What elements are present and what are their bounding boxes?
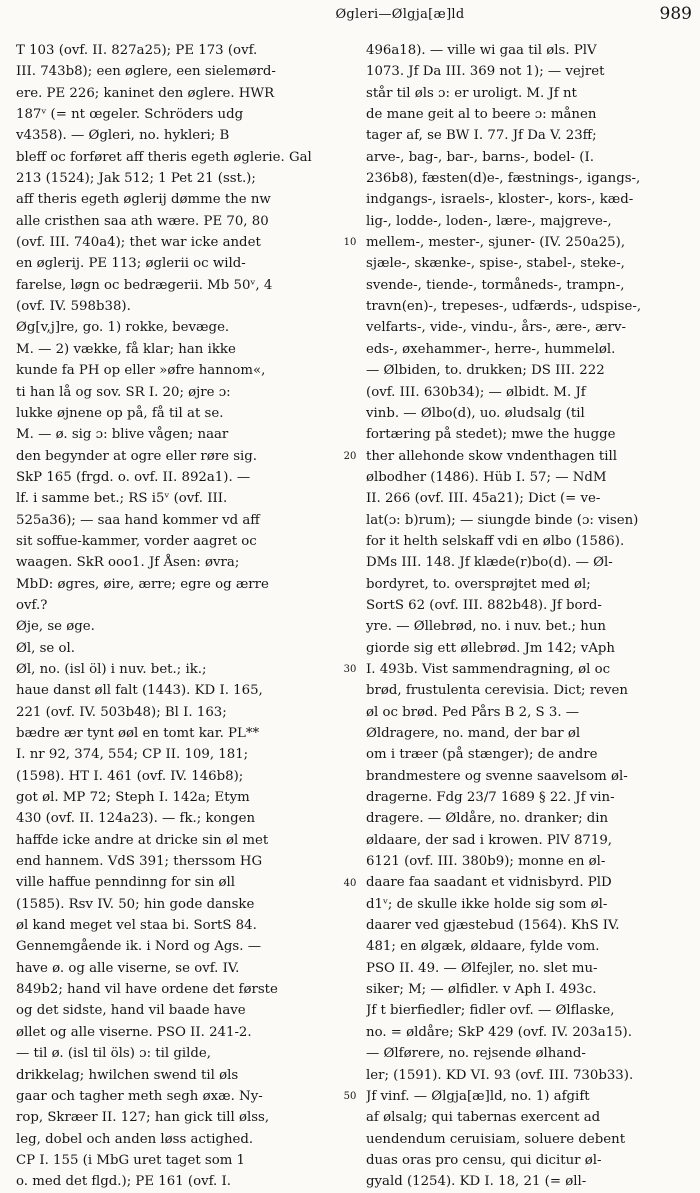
- text-line: ti han lå og sov. SR I. 20; øjre ɔ:: [16, 384, 231, 400]
- text-line: I. nr 92, 374, 554; CP II. 109, 181;: [16, 747, 249, 763]
- text-line: haue danst øll falt (1443). KD I. 165,: [16, 683, 263, 699]
- text-line: ler; (1591). KD VI. 93 (ovf. III. 730b33).: [366, 1067, 634, 1083]
- text-line: 6121 (ovf. III. 380b9); monne en øl-: [366, 854, 606, 870]
- text-line: yre. — Øllebrød, no. i nuv. bet.; hun: [366, 619, 606, 635]
- text-line: (ovf. III. 740a4); thet war icke andet: [16, 235, 261, 251]
- text-line: rop, Skræer II. 127; han gick till ølss,: [16, 1110, 270, 1126]
- text-line: have ø. og alle viserne, se ovf. IV.: [16, 960, 240, 976]
- text-line: 430 (ovf. II. 124a23). — fk.; kongen: [16, 811, 256, 827]
- left-column: [16, 40, 338, 1193]
- text-line: uendendum ceruisiam, soluere debent: [366, 1131, 626, 1147]
- text-line: lukke øjnene op på, få til at se.: [16, 405, 224, 421]
- text-line: PSO II. 49. — Ølfejler, no. slet mu-: [366, 960, 598, 976]
- text-line: af ølsalg; qui tabernas exercent ad: [366, 1110, 601, 1126]
- text-line: vinb. — Ølbo(d), uo. øludsalg (til: [366, 405, 585, 421]
- text-line: indgangs-, israels-, kloster-, kors-, kæd-: [366, 192, 634, 208]
- text-line: Øl, no. (isl öl) i nuv. bet.; ik.;: [16, 661, 207, 677]
- right-column: [366, 40, 688, 1193]
- text-line: brød, frustulenta cerevisia. Dict; reven: [366, 683, 628, 699]
- text-line: 236b8), fæsten(d)e-, fæstnings-, igangs-,: [366, 171, 641, 187]
- text-line: 187ᵛ (= nt œgeler. Schröders udg: [16, 107, 244, 123]
- text-line: travn(en)-, trepeses-, udfærds-, udspise-,: [366, 299, 642, 315]
- text-line: — Ølbiden, to. drukken; DS III. 222: [366, 363, 605, 379]
- text-line: SkP 165 (frgd. o. ovf. II. 892a1). —: [16, 469, 251, 485]
- running-title: Øgleri—Ølgja[æ]ld: [335, 7, 465, 22]
- text-line: de mane geit al to beere ɔ: månen: [366, 107, 597, 123]
- text-line: kunde fa PH op eller »øfre hannom«,: [16, 363, 266, 379]
- text-line: daare faa saadant et vidnisbyrd. PlD: [366, 875, 612, 891]
- text-line: bædre ær tynt øøl en tomt kar. PL**: [16, 726, 260, 741]
- text-line: svende-, tiende-, tormåneds-, trampn-,: [366, 277, 625, 293]
- text-line: sit soffue-kammer, vorder aagret oc: [16, 533, 257, 549]
- text-line: end hannem. VdS 391; therssom HG: [16, 854, 263, 870]
- text-line: ølbodher (1486). Hüb I. 57; — NdM: [366, 469, 607, 485]
- text-line: v4358). — Øgleri, no. hykleri; B: [16, 128, 230, 144]
- text-line: Øje, se øge.: [16, 619, 95, 635]
- text-line: duas oras pro censu, qui dicitur øl-: [366, 1152, 602, 1168]
- line-number: 10: [343, 237, 357, 249]
- text-line: MbD: øgres, øire, ærre; egre og ærre: [16, 576, 269, 592]
- line-number: 20: [343, 450, 357, 462]
- text-line: mellem-, mester-, sjuner- (IV. 250a25),: [366, 235, 626, 251]
- text-line: øldaare, der sad i krowen. PlV 8719,: [366, 832, 613, 848]
- text-line: Jf t bierfiedler; fidler ovf. — Ølflaske,: [366, 1003, 615, 1019]
- text-line: velfarts-, vide-, vindu-, års-, ære-, ærv-: [366, 320, 626, 336]
- text-line: arve-, bag-, bar-, barns-, bodel- (I.: [366, 149, 594, 165]
- text-line: o. med det flgd.); PE 161 (ovf. I.: [16, 1174, 231, 1190]
- text-line: bleff oc forføret aff theris egeth øglerie. Gal: [16, 149, 312, 165]
- text-line: bordyret, to. oversprøjtet med øl;: [366, 576, 591, 592]
- text-line: brandmestere og svenne saavelsom øl-: [366, 768, 628, 784]
- text-line: (1585). Rsv IV. 50; hin gode danske: [16, 896, 255, 912]
- text-line: gyald (1254). KD I. 18, 21 (= øll-: [366, 1174, 587, 1190]
- text-line: III. 743b8); een øglere, een sielemørd-: [16, 64, 276, 80]
- text-line: haffde icke andre at dricke sin øl met: [16, 832, 269, 848]
- text-line: 481; en ølgæk, øldaare, fylde vom.: [366, 939, 600, 955]
- text-line: II. 266 (ovf. III. 45a21); Dict (= ve-: [366, 491, 601, 507]
- text-line: Øldragere, no. mand, der bar øl: [366, 726, 581, 741]
- text-line: den begynder at ogre eller røre sig.: [16, 448, 258, 464]
- text-line: gaar och tagher meth segh øxæ. Ny-: [16, 1088, 263, 1104]
- text-line: ere. PE 226; kaninet den øglere. HWR: [16, 85, 275, 101]
- text-line: lat(ɔ: b)rum); — siungde binde (ɔ: visen): [366, 512, 639, 528]
- text-line: Øl, se ol.: [16, 640, 76, 656]
- line-number: 50: [343, 1091, 357, 1103]
- text-line: farelse, løgn oc bedrægerii. Mb 50ᵛ, 4: [16, 277, 273, 293]
- text-line: tager af, se BW I. 77. Jf Da V. 23ff;: [366, 128, 597, 144]
- text-line: øl oc brød. Ped Pårs B 2, S 3. —: [366, 704, 580, 720]
- text-line: I. 493b. Vist sammendragning, øl oc: [366, 661, 611, 677]
- text-line: eds-, øxehammer-, herre-, hummeløl.: [366, 341, 616, 357]
- text-line: ville haffue penndinng for sin øll: [16, 875, 235, 891]
- text-line: ovf.?: [16, 597, 48, 613]
- text-line: (ovf. III. 630b34); — ølbidt. M. Jf: [366, 384, 586, 400]
- text-line: leg, dobel och anden løss actighed.: [16, 1131, 254, 1147]
- text-line: drikkelag; hwilchen swend til øls: [16, 1067, 239, 1083]
- text-line: siker; M; — ølfidler. v Aph I. 493c.: [366, 982, 597, 998]
- text-line: 213 (1524); Jak 512; 1 Pet 21 (sst.);: [16, 171, 256, 187]
- text-line: en øglerij. PE 113; øglerii oc wild-: [16, 256, 246, 272]
- text-line: giorde sig ett øllebrød. Jm 142; vAph: [366, 640, 615, 656]
- text-line: for it helth selskaff vdi en ølbo (1586).: [366, 533, 625, 549]
- page-number: 989: [659, 4, 692, 24]
- text-line: lf. i samme bet.; RS i5ᵛ (ovf. III.: [16, 491, 228, 507]
- text-line: d1ᵛ; de skulle ikke holde sig som øl-: [366, 896, 608, 912]
- text-line: — til ø. (isl til öls) ɔ: til gilde,: [16, 1046, 211, 1062]
- text-line: dragerne. Fdg 23/7 1689 § 22. Jf vin-: [366, 790, 615, 806]
- text-line: om i træer (på stænger); de andre: [366, 747, 598, 763]
- text-line: og det sidste, hand vil baade have: [16, 1003, 246, 1019]
- text-line: fortæring på stedet); mwe the hugge: [366, 427, 616, 443]
- text-line: (ovf. IV. 598b38).: [16, 299, 131, 315]
- text-line: M. — ø. sig ɔ: blive vågen; naar: [16, 427, 229, 443]
- text-line: dragere. — Øldåre, no. dranker; din: [366, 811, 609, 827]
- text-line: ther allehonde skow vndenthagen till: [366, 448, 618, 464]
- text-line: Jf vinf. — Ølgja[æ]ld, no. 1) afgift: [366, 1088, 590, 1104]
- text-line: got øl. MP 72; Steph I. 142a; Etym: [16, 790, 250, 806]
- text-line: alle cristhen saa ath wære. PE 70, 80: [16, 213, 269, 229]
- text-line: SortS 62 (ovf. III. 882b48). Jf bord-: [366, 597, 602, 613]
- text-line: T 103 (ovf. II. 827a25); PE 173 (ovf.: [16, 43, 258, 58]
- text-line: Øg[v,j]re, go. 1) rokke, bevæge.: [16, 320, 230, 336]
- text-line: daarer ved gjæstebud (1564). KhS IV.: [366, 918, 620, 934]
- line-number: 40: [343, 877, 357, 889]
- text-line: 525a36); — saa hand kommer vd aff: [16, 512, 260, 528]
- text-line: DMs III. 148. Jf klæde(r)bo(d). — Øl-: [366, 555, 613, 571]
- text-line: aff theris egeth øglerij dømme the nw: [16, 192, 271, 208]
- text-line: — Ølførere, no. rejsende ølhand-: [366, 1046, 586, 1062]
- text-line: lig-, lodde-, loden-, lære-, majgreve-,: [366, 213, 612, 229]
- text-line: waagen. SkR ooo1. Jf Åsen: øvra;: [16, 555, 240, 571]
- text-line: Gennemgående ik. i Nord og Ags. —: [16, 939, 261, 955]
- text-line: står til øls ɔ: er uroligt. M. Jf nt: [366, 85, 577, 101]
- text-line: no. = øldåre; SkP 429 (ovf. IV. 203a15).: [366, 1024, 632, 1040]
- text-line: (1598). HT I. 461 (ovf. IV. 146b8);: [16, 768, 244, 784]
- text-line: 849b2; hand vil have ordene det første: [16, 982, 278, 998]
- text-line: CP I. 155 (i MbG uret taget som 1: [16, 1152, 246, 1168]
- page-header: [0, 4, 700, 26]
- text-line: øl kand meget vel staa bi. SortS 84.: [16, 918, 257, 934]
- text-line: 1073. Jf Da III. 369 not 1); — vejret: [366, 64, 605, 80]
- text-line: øllet og alle viserne. PSO II. 241-2.: [16, 1024, 252, 1040]
- text-line: 221 (ovf. IV. 503b48); Bl I. 163;: [16, 704, 227, 720]
- line-number: 30: [343, 664, 357, 676]
- text-line: M. — 2) vække, få klar; han ikke: [16, 341, 236, 357]
- text-line: sjæle-, skænke-, spise-, stabel-, steke-,: [366, 256, 625, 272]
- text-line: 496a18). — ville wi gaa til øls. PlV: [366, 43, 597, 58]
